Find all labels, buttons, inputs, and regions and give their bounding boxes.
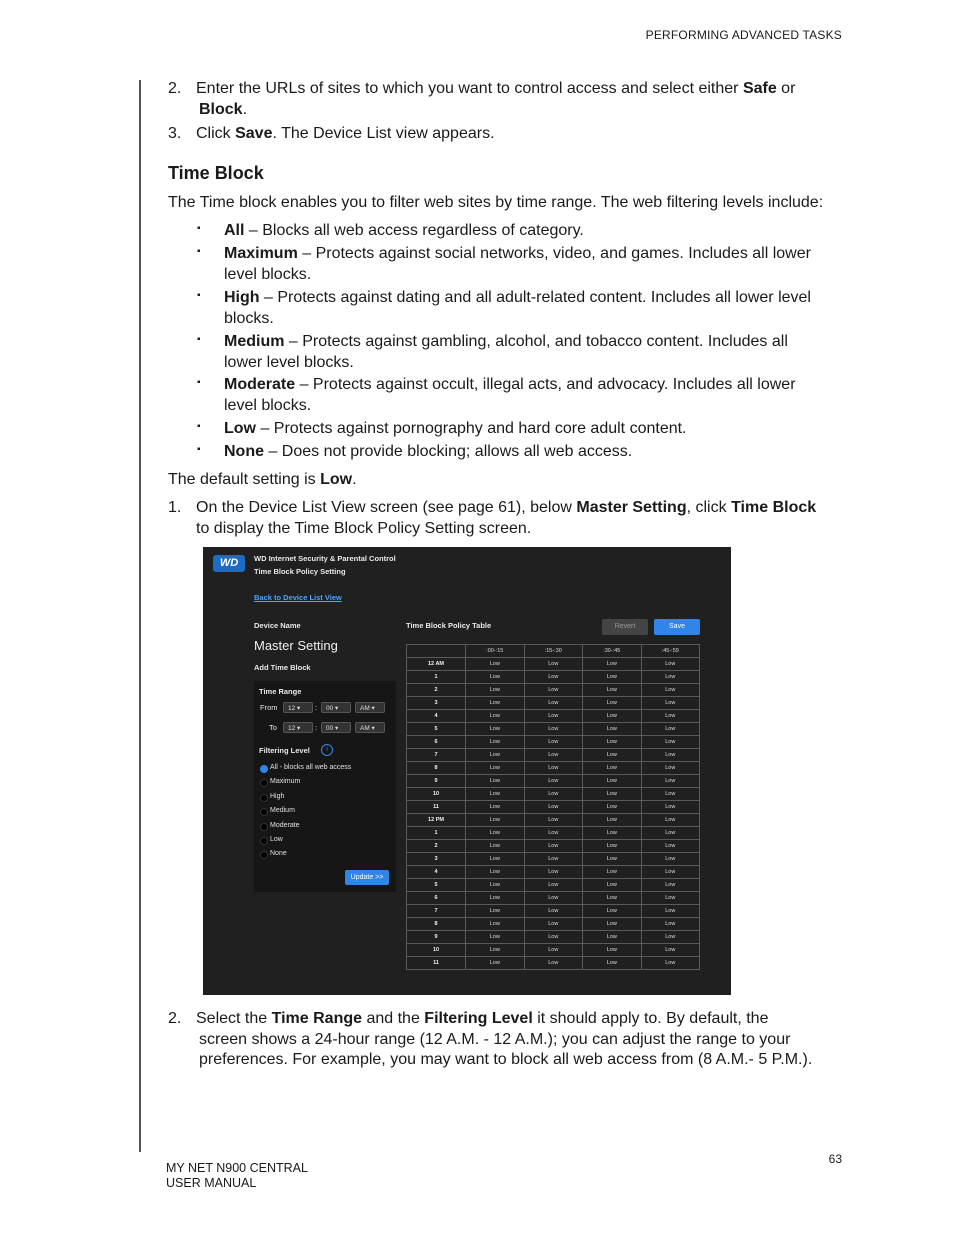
level-cell[interactable]: Low — [524, 658, 583, 671]
level-cell[interactable]: Low — [583, 957, 642, 970]
header-blank-cell — [407, 645, 466, 658]
level-cell[interactable]: Low — [641, 684, 700, 697]
level-cell[interactable]: Low — [524, 905, 583, 918]
filter-option-label: Low — [270, 836, 283, 843]
table-row — [407, 723, 700, 736]
hour-cell: 8 — [407, 918, 466, 931]
level-cell[interactable]: Low — [524, 736, 583, 749]
bullet-icon: ▪ — [197, 334, 201, 345]
level-cell[interactable]: Low — [466, 671, 525, 684]
step-2-text: Enter the URLs of sites to which you want to control access and select either Safe or Block. — [196, 80, 796, 118]
policy-table-title: Time Block Policy Table — [406, 621, 492, 630]
add-time-block-label: Add Time Block — [254, 663, 311, 672]
hour-cell: 10 — [407, 944, 466, 957]
hour-cell: 12 PM — [407, 814, 466, 827]
from-hour-select[interactable]: 12 ▾ — [283, 702, 313, 713]
from-ampm-select[interactable]: AM ▾ — [355, 702, 385, 713]
level-name: Low — [224, 420, 256, 437]
table-row — [407, 944, 700, 957]
hour-cell: 1 — [407, 827, 466, 840]
level-cell[interactable]: Low — [583, 723, 642, 736]
level-description: – Blocks all web access regardless of category. — [244, 222, 584, 239]
level-name: Moderate — [224, 376, 296, 393]
table-row — [407, 775, 700, 788]
level-name: Medium — [224, 333, 285, 350]
level-cell[interactable]: Low — [583, 671, 642, 684]
level-cell[interactable]: Low — [466, 892, 525, 905]
level-cell[interactable]: Low — [524, 788, 583, 801]
hour-cell: 6 — [407, 736, 466, 749]
level-description: – Protects against occult, illegal acts, and advocacy. Includes all lower — [295, 376, 796, 393]
filter-option-label: Moderate — [270, 821, 300, 829]
hour-cell: 9 — [407, 931, 466, 944]
level-cell[interactable]: Low — [466, 723, 525, 736]
level-name: Maximum — [224, 245, 298, 262]
bullet-icon: ▪ — [197, 246, 201, 257]
level-cell[interactable]: Low — [466, 788, 525, 801]
level-item — [197, 375, 854, 416]
level-cell[interactable]: Low — [641, 853, 700, 866]
level-cell[interactable]: Low — [524, 944, 583, 957]
table-row — [407, 788, 700, 801]
column-header: :45-:59 — [641, 645, 700, 658]
level-cell[interactable]: Low — [583, 697, 642, 710]
bullet-icon: ▪ — [197, 223, 201, 234]
level-cell[interactable]: Low — [466, 801, 525, 814]
step-1-number: 1. — [168, 499, 182, 516]
level-cell[interactable]: Low — [466, 658, 525, 671]
level-cell[interactable]: Low — [641, 749, 700, 762]
to-hour-select[interactable]: 12 ▾ — [283, 722, 313, 733]
level-cell[interactable]: Low — [583, 918, 642, 931]
table-row — [407, 736, 700, 749]
level-cell[interactable]: Low — [583, 905, 642, 918]
hour-cell: 4 — [407, 866, 466, 879]
level-cell[interactable]: Low — [641, 918, 700, 931]
filter-option-radio[interactable] — [260, 823, 268, 831]
filter-option-label: Medium — [270, 807, 295, 815]
level-cell[interactable]: Low — [641, 736, 700, 749]
level-cell[interactable]: Low — [524, 723, 583, 736]
level-cell[interactable]: Low — [641, 905, 700, 918]
level-cell[interactable]: Low — [466, 918, 525, 931]
to-label: To — [269, 723, 277, 732]
level-description: – Protects against dating and all adult-related content. Includes all lower level — [259, 289, 811, 306]
step-2b-number: 2. — [168, 1010, 182, 1027]
table-header-row — [407, 645, 700, 658]
level-cell[interactable]: Low — [641, 866, 700, 879]
level-cell[interactable]: Low — [583, 736, 642, 749]
table-row — [407, 918, 700, 931]
table-row — [407, 892, 700, 905]
table-row — [407, 749, 700, 762]
level-cell[interactable]: Low — [524, 840, 583, 853]
level-description-cont: level blocks. — [224, 396, 312, 414]
level-cell[interactable]: Low — [583, 710, 642, 723]
table-row — [407, 931, 700, 944]
table-row — [407, 697, 700, 710]
level-cell[interactable]: Low — [524, 710, 583, 723]
filter-option-radio[interactable] — [260, 779, 268, 787]
table-row — [407, 684, 700, 697]
level-cell[interactable]: Low — [641, 762, 700, 775]
filter-option-radio[interactable] — [260, 851, 268, 859]
info-icon[interactable]: i — [321, 744, 333, 756]
level-cell[interactable]: Low — [641, 723, 700, 736]
level-cell[interactable]: Low — [524, 814, 583, 827]
time-block-screenshot — [203, 547, 731, 995]
level-cell[interactable]: Low — [583, 814, 642, 827]
level-cell[interactable]: Low — [641, 814, 700, 827]
table-row — [407, 879, 700, 892]
level-cell[interactable]: Low — [641, 710, 700, 723]
filter-option-radio[interactable] — [260, 794, 268, 802]
to-colon: : — [315, 723, 318, 732]
level-cell[interactable]: Low — [641, 944, 700, 957]
level-item — [197, 244, 854, 285]
filter-option-radio[interactable] — [260, 837, 268, 845]
level-cell[interactable]: Low — [466, 762, 525, 775]
table-row — [407, 853, 700, 866]
level-description: – Does not provide blocking; allows all web access. — [264, 443, 633, 460]
hour-cell: 9 — [407, 775, 466, 788]
level-cell[interactable]: Low — [524, 853, 583, 866]
hour-cell: 7 — [407, 749, 466, 762]
level-cell[interactable]: Low — [641, 879, 700, 892]
hour-cell: 11 — [407, 801, 466, 814]
column-header: :30-:45 — [583, 645, 642, 658]
time-block-policy-table — [406, 644, 700, 970]
table-row — [407, 866, 700, 879]
level-cell[interactable]: Low — [583, 853, 642, 866]
hour-cell: 7 — [407, 905, 466, 918]
device-name-label: Device Name — [254, 621, 301, 630]
level-cell[interactable]: Low — [524, 931, 583, 944]
level-cell[interactable]: Low — [641, 801, 700, 814]
footer-line-2: USER MANUAL — [166, 1176, 257, 1190]
level-cell[interactable]: Low — [583, 684, 642, 697]
level-cell[interactable]: Low — [466, 905, 525, 918]
back-to-device-list-link[interactable]: Back to Device List View — [254, 593, 342, 602]
level-cell[interactable]: Low — [641, 931, 700, 944]
hour-cell: 5 — [407, 879, 466, 892]
save-button[interactable]: Save — [654, 619, 700, 635]
hour-cell: 2 — [407, 684, 466, 697]
wd-logo: WD — [213, 555, 245, 572]
filter-option-radio[interactable] — [260, 765, 268, 773]
level-cell[interactable]: Low — [583, 788, 642, 801]
filter-option-label: All - blocks all web access — [270, 764, 352, 771]
hour-cell: 10 — [407, 788, 466, 801]
level-cell[interactable]: Low — [466, 944, 525, 957]
level-cell[interactable]: Low — [583, 840, 642, 853]
to-ampm-select[interactable]: AM ▾ — [355, 722, 385, 733]
level-cell[interactable]: Low — [466, 710, 525, 723]
table-row — [407, 840, 700, 853]
level-cell[interactable]: Low — [466, 814, 525, 827]
level-cell[interactable]: Low — [641, 775, 700, 788]
level-cell[interactable]: Low — [583, 801, 642, 814]
table-row — [407, 762, 700, 775]
level-item — [197, 332, 854, 373]
update-button[interactable]: Update >> — [345, 870, 389, 885]
default-setting: The default setting is Low. — [168, 471, 357, 488]
level-cell[interactable]: Low — [583, 944, 642, 957]
device-name-value: Master Setting — [254, 638, 338, 653]
from-minute-select[interactable]: 00 ▾ — [321, 702, 351, 713]
filter-option-radio[interactable] — [260, 808, 268, 816]
level-cell[interactable]: Low — [524, 879, 583, 892]
column-header: :00-:15 — [466, 645, 525, 658]
time-range-label: Time Range — [259, 687, 302, 696]
intro-paragraph: The Time block enables you to filter web sites by time range. The web filtering levels include: — [168, 194, 824, 211]
hour-cell: 3 — [407, 697, 466, 710]
level-cell[interactable]: Low — [524, 762, 583, 775]
level-cell[interactable]: Low — [583, 827, 642, 840]
hour-cell: 12 AM — [407, 658, 466, 671]
level-cell[interactable]: Low — [466, 736, 525, 749]
step-1-text: On the Device List View screen (see page 61), below Master Setting, click Time Block to display the Time Block Policy Setting screen. — [196, 499, 817, 537]
table-row — [407, 814, 700, 827]
level-cell[interactable]: Low — [466, 827, 525, 840]
revert-button[interactable]: Revert — [602, 619, 648, 635]
column-header: :15-:30 — [524, 645, 583, 658]
step-3-number: 3. — [168, 125, 182, 142]
from-label: From — [260, 703, 278, 712]
add-time-block-panel — [254, 681, 396, 892]
level-cell[interactable]: Low — [641, 840, 700, 853]
hour-cell: 5 — [407, 723, 466, 736]
level-cell[interactable]: Low — [641, 788, 700, 801]
level-cell[interactable]: Low — [524, 892, 583, 905]
level-item — [197, 221, 854, 242]
hour-cell: 2 — [407, 840, 466, 853]
bullet-icon: ▪ — [197, 290, 201, 301]
level-cell[interactable]: Low — [466, 957, 525, 970]
level-cell[interactable]: Low — [466, 866, 525, 879]
level-item — [197, 442, 854, 463]
bullet-icon: ▪ — [197, 421, 201, 432]
level-cell[interactable]: Low — [466, 853, 525, 866]
table-row — [407, 658, 700, 671]
table-row — [407, 801, 700, 814]
margin-rule — [139, 80, 141, 1152]
level-cell[interactable]: Low — [466, 775, 525, 788]
table-row — [407, 827, 700, 840]
level-cell[interactable]: Low — [641, 671, 700, 684]
level-description: – Protects against gambling, alcohol, and tobacco content. Includes all — [284, 333, 788, 350]
filter-option-label: None — [270, 850, 287, 858]
footer-line-1: MY NET N900 CENTRAL — [166, 1161, 308, 1175]
hour-cell: 3 — [407, 853, 466, 866]
level-cell[interactable]: Low — [524, 918, 583, 931]
hour-cell: 1 — [407, 671, 466, 684]
level-item — [197, 288, 854, 329]
app-title: WD Internet Security & Parental Control — [254, 554, 396, 563]
level-cell[interactable]: Low — [641, 827, 700, 840]
level-cell[interactable]: Low — [524, 697, 583, 710]
from-colon: : — [315, 703, 318, 712]
level-cell[interactable]: Low — [466, 697, 525, 710]
filtering-level-label: Filtering Level — [259, 746, 310, 755]
table-row — [407, 710, 700, 723]
level-cell[interactable]: Low — [524, 684, 583, 697]
level-cell[interactable]: Low — [466, 840, 525, 853]
level-cell[interactable]: Low — [466, 749, 525, 762]
page-number: 63 — [828, 1152, 842, 1166]
hour-cell: 6 — [407, 892, 466, 905]
level-cell[interactable]: Low — [524, 866, 583, 879]
level-cell[interactable]: Low — [583, 931, 642, 944]
level-cell[interactable]: Low — [641, 697, 700, 710]
step-2-number: 2. — [168, 80, 182, 97]
table-row — [407, 671, 700, 684]
level-cell[interactable]: Low — [583, 879, 642, 892]
level-cell[interactable]: Low — [466, 684, 525, 697]
level-description: – Protects against social networks, video, and games. Includes all lower — [297, 245, 811, 262]
table-row — [407, 905, 700, 918]
level-cell[interactable]: Low — [641, 957, 700, 970]
page-title: Time Block Policy Setting — [254, 567, 346, 576]
level-cell[interactable]: Low — [583, 762, 642, 775]
level-cell[interactable]: Low — [641, 892, 700, 905]
level-cell[interactable]: Low — [524, 671, 583, 684]
level-cell[interactable]: Low — [524, 827, 583, 840]
hour-cell: 8 — [407, 762, 466, 775]
level-name: High — [224, 289, 260, 306]
level-cell[interactable]: Low — [466, 879, 525, 892]
hour-cell: 4 — [407, 710, 466, 723]
bullet-icon: ▪ — [197, 444, 201, 455]
running-header: PERFORMING ADVANCED TASKS — [645, 28, 842, 42]
level-cell[interactable]: Low — [466, 931, 525, 944]
level-cell[interactable]: Low — [583, 775, 642, 788]
level-name: None — [224, 443, 264, 460]
level-cell[interactable]: Low — [583, 892, 642, 905]
level-name: All — [224, 222, 245, 239]
level-cell[interactable]: Low — [583, 866, 642, 879]
level-cell[interactable]: Low — [524, 801, 583, 814]
level-cell[interactable]: Low — [524, 957, 583, 970]
bullet-icon: ▪ — [197, 377, 201, 388]
level-cell[interactable]: Low — [641, 658, 700, 671]
to-minute-select[interactable]: 00 ▾ — [321, 722, 351, 733]
level-description-cont: level blocks. — [224, 265, 312, 283]
level-description-cont: blocks. — [224, 309, 274, 327]
section-title: Time Block — [168, 163, 264, 183]
hour-cell: 11 — [407, 957, 466, 970]
level-cell[interactable]: Low — [524, 749, 583, 762]
table-row — [407, 957, 700, 970]
step-2b-text: Select the Time Range and the Filtering Level it should apply to. By default, the screen shows a 24-hour range (12 A.M. - 12 A.M.); you can adjust the range to your preferences. For example, you may want to block all web access from (8 A.M.- 5 P.M.). — [196, 1010, 813, 1068]
filter-option-label: High — [270, 792, 285, 800]
level-description: – Protects against pornography and hard core adult content. — [256, 420, 687, 437]
level-item — [197, 419, 854, 440]
level-cell[interactable]: Low — [583, 658, 642, 671]
filter-option-label: Maximum — [270, 778, 301, 786]
level-cell[interactable]: Low — [583, 749, 642, 762]
level-cell[interactable]: Low — [524, 775, 583, 788]
step-3-text: Click Save. The Device List view appears. — [196, 125, 495, 142]
level-description-cont: lower level blocks. — [224, 353, 354, 371]
